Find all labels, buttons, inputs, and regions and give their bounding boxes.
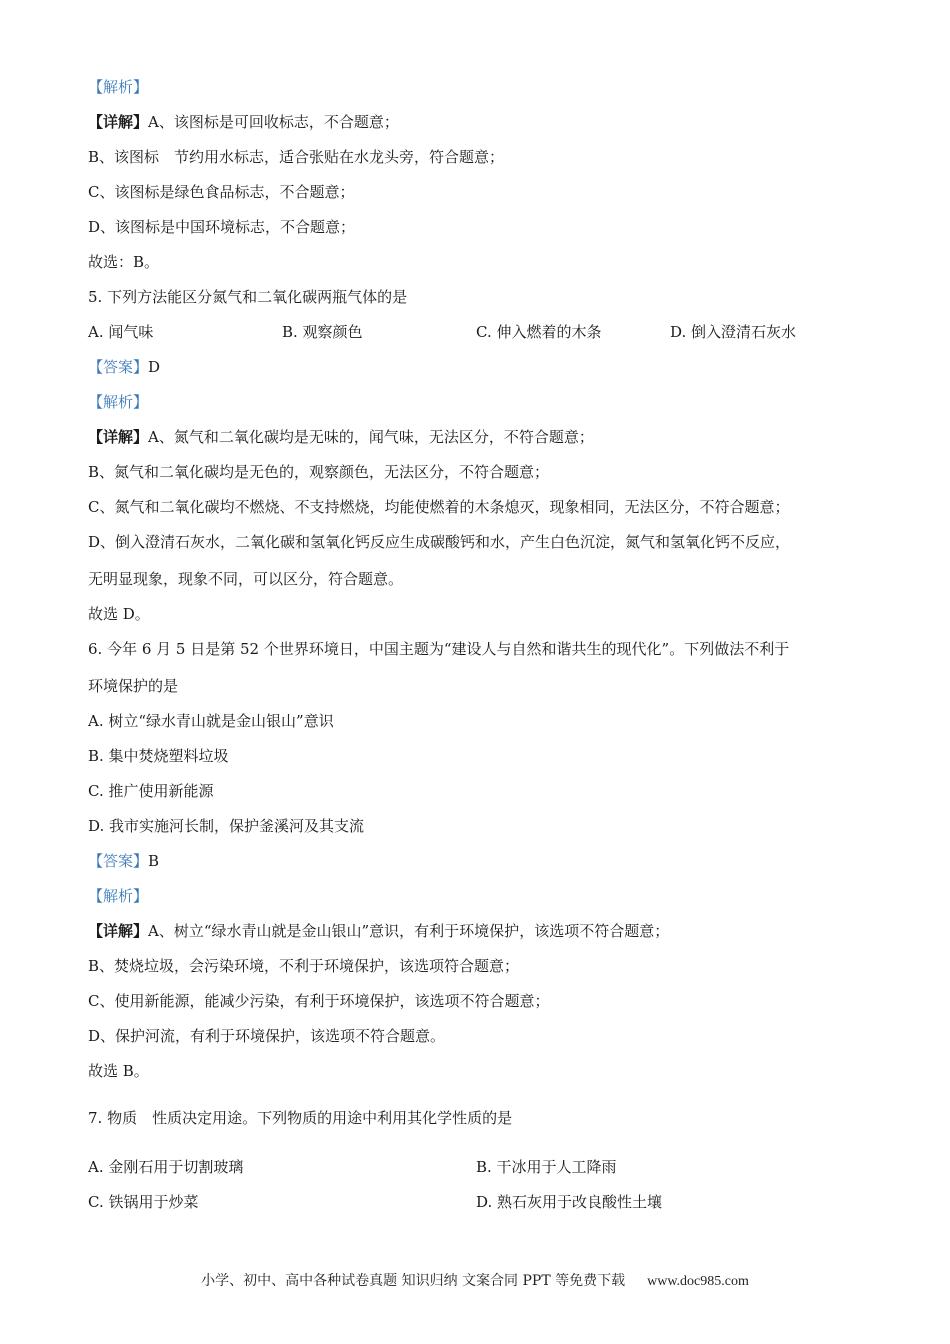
footer-url[interactable]: www.doc985.com xyxy=(647,1274,749,1289)
q5-detail-a-text: A、氮气和二氧化碳均是无味的，闻气味，无法区分，不符合题意； xyxy=(148,428,594,446)
q4-analysis-tag: 【解析】 xyxy=(88,78,149,96)
q5-line-c: C、氮气和二氧化碳均不燃烧、不支持燃烧，均能使燃着的木条熄灭，现象相同，无法区分，不符合题意； xyxy=(88,498,790,516)
q6-analysis-tag: 【解析】 xyxy=(88,887,149,905)
q5-option-c: C. 伸入燃着的木条 xyxy=(476,323,602,341)
q7-option-d: D. 熟石灰用于改良酸性土壤 xyxy=(476,1193,663,1211)
q5-analysis-tag: 【解析】 xyxy=(88,393,149,411)
q4-conclusion: 故选：B。 xyxy=(88,253,160,271)
q5-line-d2: 无明显现象，现象不同，可以区分，符合题意。 xyxy=(88,570,404,588)
q5-option-b: B. 观察颜色 xyxy=(282,323,363,341)
q5-stem: 5. 下列方法能区分氮气和二氧化碳两瓶气体的是 xyxy=(88,288,408,306)
q6-detail-tag: 【详解】 xyxy=(88,922,149,940)
q5-line-d1: D、倒入澄清石灰水，二氧化碳和氢氧化钙反应生成碳酸钙和水，产生白色沉淀，氮气和氢氧化钙不反应， xyxy=(88,533,791,551)
page-footer xyxy=(0,1270,950,1290)
q6-line-b: B、焚烧垃圾，会污染环境，不利于环境保护，该选项符合题意； xyxy=(88,957,520,975)
footer-text: 小学、初中、高中各种试卷真题 知识归纳 文案合同 PPT 等免费下载 xyxy=(201,1273,626,1289)
q5-option-d: D. 倒入澄清石灰水 xyxy=(670,323,797,341)
q5-answer-value: D xyxy=(148,358,161,376)
q5-option-a: A. 闻气味 xyxy=(88,323,154,341)
q6-answer xyxy=(88,851,159,871)
q6-detail-a-text: A、树立“绿水青山就是金山银山”意识，有利于环境保护，该选项不符合题意； xyxy=(148,922,670,940)
q5-answer xyxy=(88,357,160,377)
q4-detail-a xyxy=(88,112,399,132)
q6-line-c: C、使用新能源，能减少污染，有利于环境保护，该选项不符合题意； xyxy=(88,992,550,1010)
q5-detail-a xyxy=(88,427,594,447)
q6-answer-value: B xyxy=(148,852,160,870)
q4-line-d: D、该图标是中国环境标志，不合题意； xyxy=(88,218,356,236)
q5-line-b: B、氮气和二氧化碳均是无色的，观察颜色，无法区分，不符合题意； xyxy=(88,463,550,481)
q6-answer-tag: 【答案】 xyxy=(88,852,149,870)
q6-stem-line1: 6. 今年 6 月 5 日是第 52 个世界环境日，中国主题为“建设人与自然和谐共生的现代化”。下列做法不利于 xyxy=(88,640,790,658)
q4-line-b: B、该图标 节约用水标志，适合张贴在水龙头旁，符合题意； xyxy=(88,148,505,166)
q4-line-c: C、该图标是绿色食品标志，不合题意； xyxy=(88,183,355,201)
q7-option-c: C. 铁锅用于炒菜 xyxy=(88,1193,199,1211)
q4-detail-tag: 【详解】 xyxy=(88,113,149,131)
q5-conclusion: 故选 D。 xyxy=(88,605,150,623)
q5-answer-tag: 【答案】 xyxy=(88,358,149,376)
q6-stem-line2: 环境保护的是 xyxy=(88,677,179,695)
q6-option-c: C. 推广使用新能源 xyxy=(88,782,214,800)
q7-option-a: A. 金刚石用于切割玻璃 xyxy=(88,1158,244,1176)
q6-option-b: B. 集中焚烧塑料垃圾 xyxy=(88,747,229,765)
q5-detail-tag: 【详解】 xyxy=(88,428,149,446)
q7-option-b: B. 干冰用于人工降雨 xyxy=(476,1158,617,1176)
q6-line-d: D、保护河流，有利于环境保护，该选项不符合题意。 xyxy=(88,1027,446,1045)
q6-detail-a xyxy=(88,921,669,941)
q7-stem: 7. 物质 性质决定用途。下列物质的用途中利用其化学性质的是 xyxy=(88,1109,513,1127)
q6-conclusion: 故选 B。 xyxy=(88,1062,149,1080)
q6-option-a: A. 树立“绿水青山就是金山银山”意识 xyxy=(88,712,334,730)
q6-option-d: D. 我市实施河长制，保护釜溪河及其支流 xyxy=(88,817,365,835)
q4-detail-a-text: A、该图标是可回收标志，不合题意； xyxy=(148,113,399,131)
